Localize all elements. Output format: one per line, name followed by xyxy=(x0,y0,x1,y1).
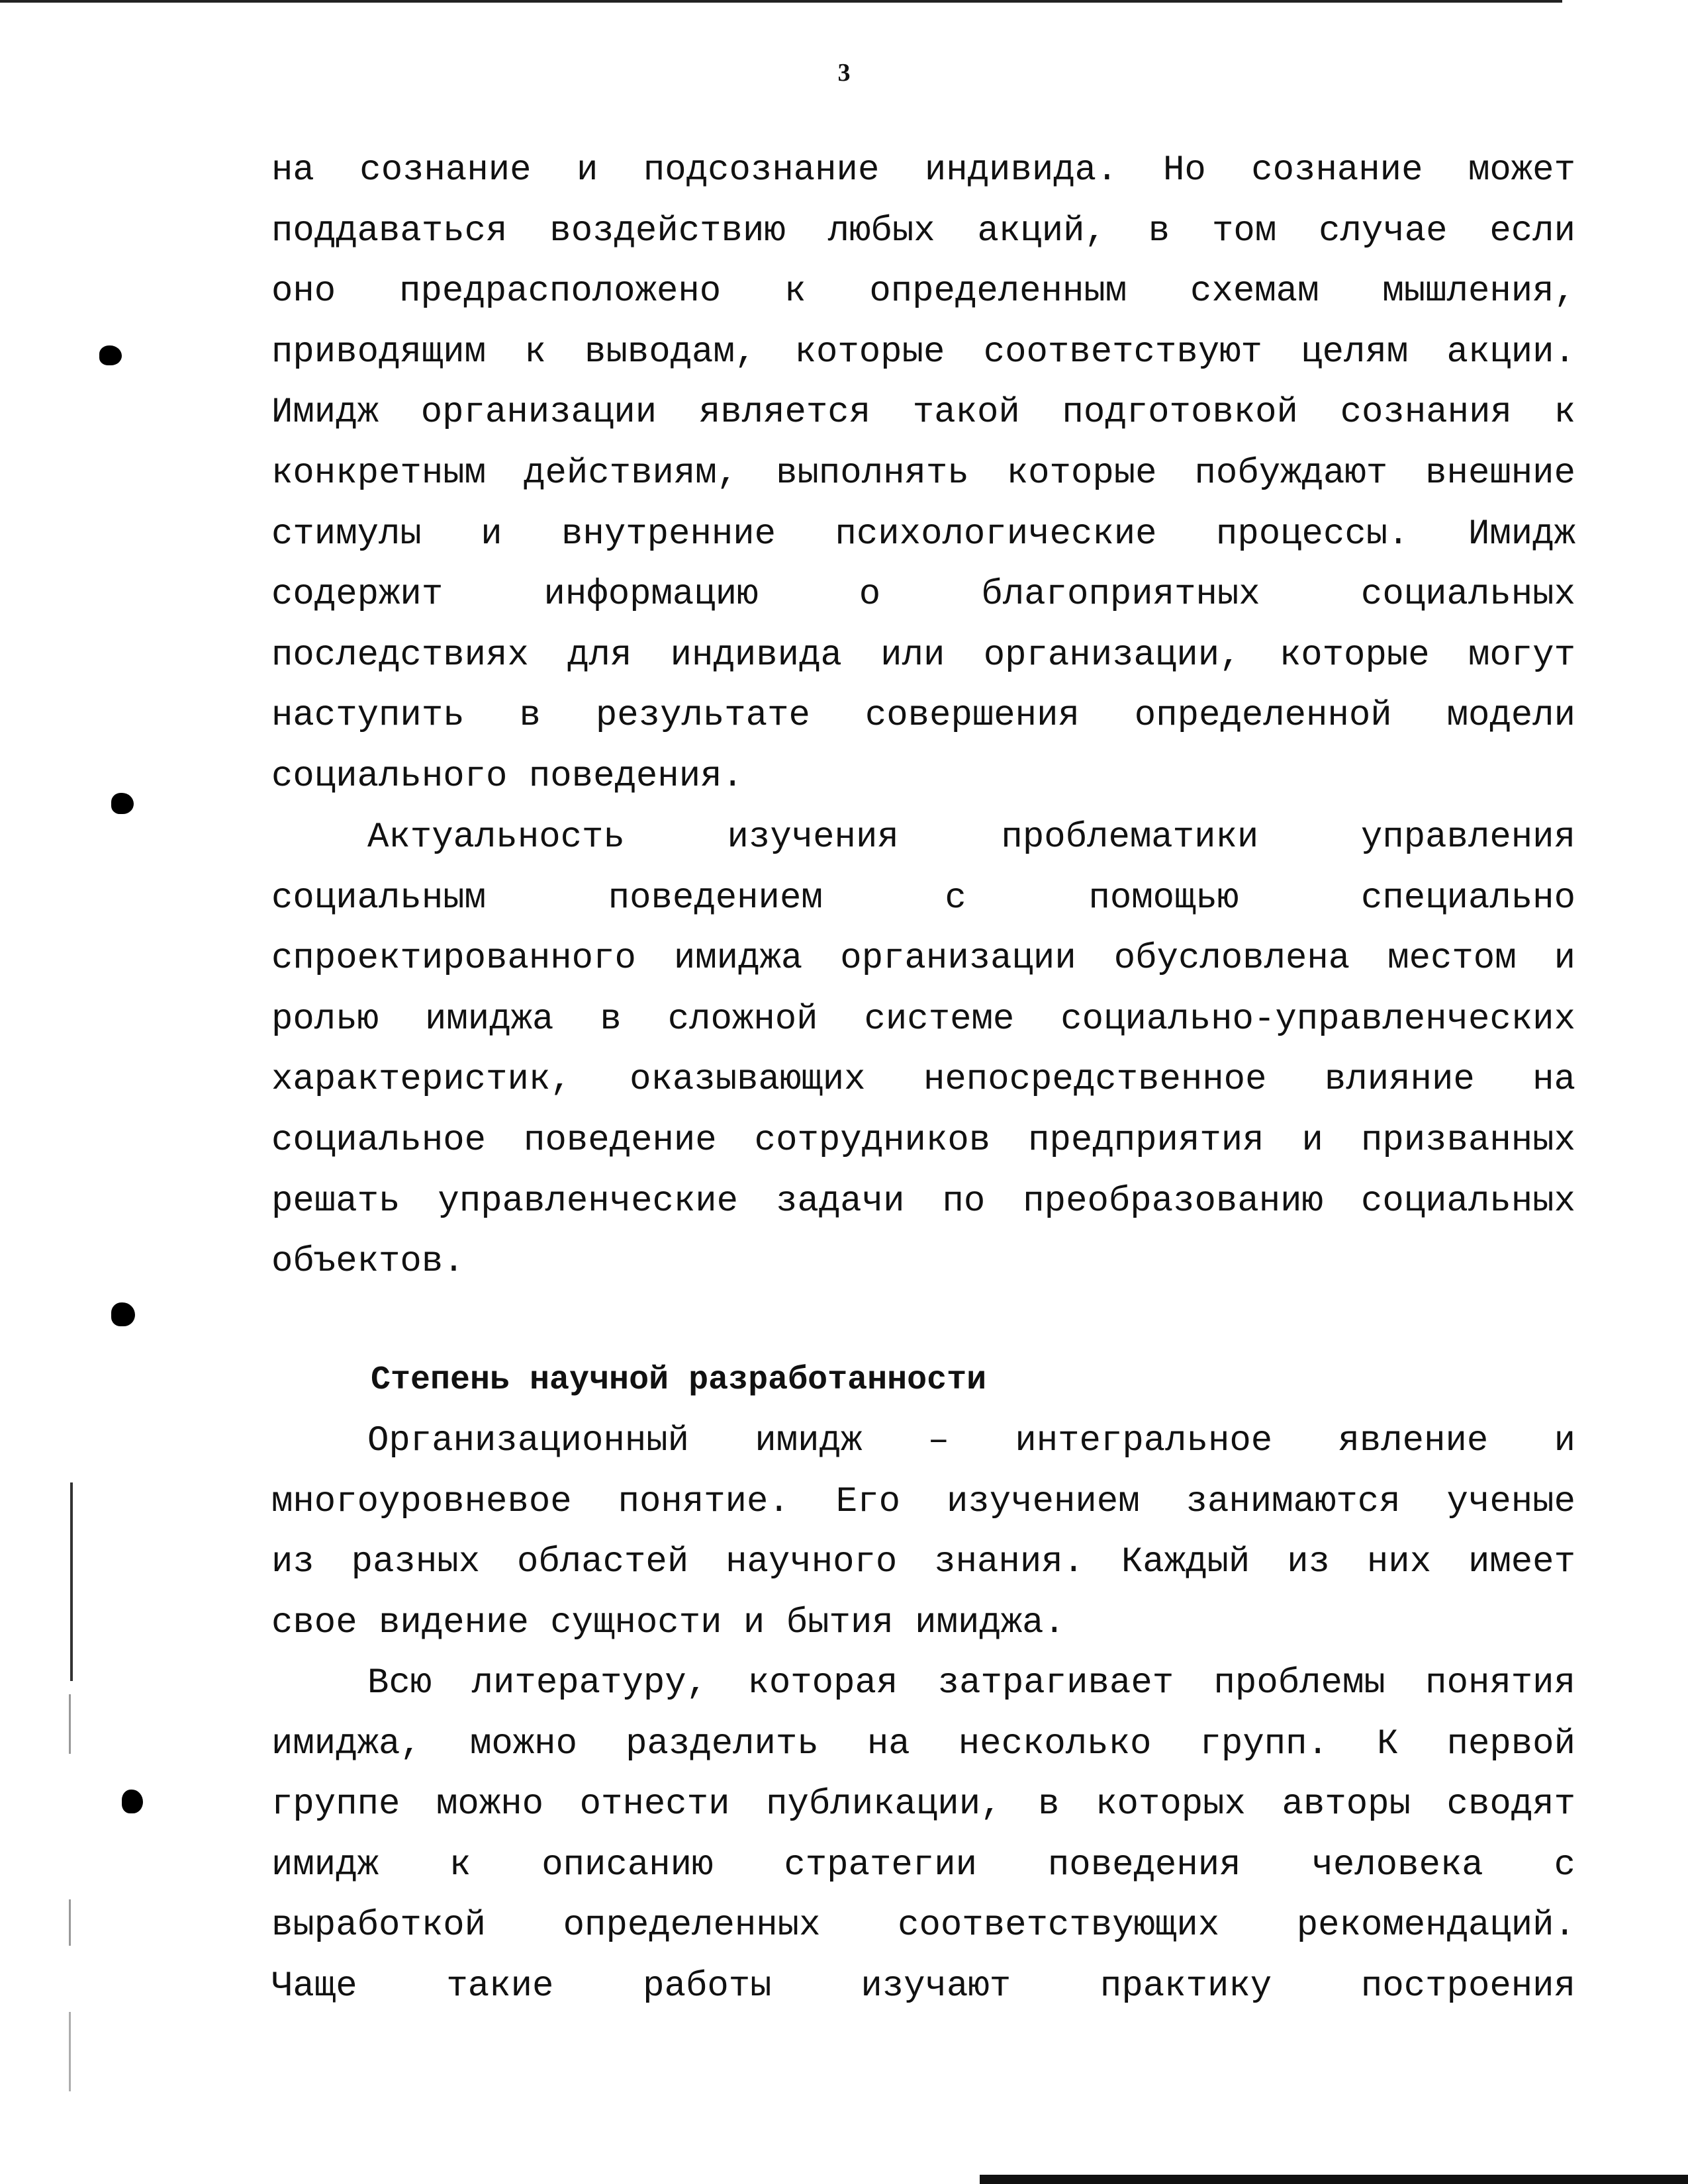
scan-edge-streak xyxy=(69,1694,71,1754)
text-line: из разных областей научного знания. Каждый из них имеет xyxy=(271,1542,1575,1583)
text-line: имидж к описанию стратегии поведения человека с xyxy=(271,1844,1575,1886)
section-heading: Степень научной разработанности xyxy=(371,1361,987,1399)
text-line: оно предрасположено к определенным схемам мышления, xyxy=(271,271,1575,312)
text-line: конкретным действиям, выполнять которые побуждают внешние xyxy=(271,453,1575,494)
binder-hole-mark xyxy=(111,793,134,814)
text-line: Организационный имидж – интегральное явление и xyxy=(367,1421,1575,1461)
paragraph-4 xyxy=(271,1653,1575,2017)
text-line: спроектированного имиджа организации обусловлена местом и xyxy=(271,938,1575,979)
page-number: 3 xyxy=(837,59,851,87)
text-line: характеристик, оказывающих непосредственное влияние на xyxy=(271,1060,1575,1101)
text-line: Чаще такие работы изучают практику построения xyxy=(271,1966,1575,2007)
text-line: содержит информацию о благоприятных социальных xyxy=(271,574,1575,615)
text-line: стимулы и внутренние психологические процессы. Имидж xyxy=(271,514,1575,555)
text-line: социальное поведение сотрудников предприятия и призванных xyxy=(271,1120,1575,1161)
scan-edge-streak xyxy=(70,1482,73,1681)
text-line: имиджа, можно разделить на несколько групп. К первой xyxy=(271,1723,1575,1764)
text-line: поддаваться воздействию любых акций, в том случае если xyxy=(271,210,1575,251)
text-line: Имидж организации является такой подготовкой сознания к xyxy=(271,392,1575,433)
text-line: последствиях для индивида или организации, которые могут xyxy=(271,635,1575,676)
paragraph-1 xyxy=(271,140,1575,807)
text-line: на сознание и подсознание индивида. Но сознание может xyxy=(271,150,1575,191)
text-line: группе можно отнести публикации, в которых авторы сводят xyxy=(271,1784,1575,1825)
binder-hole-mark xyxy=(122,1790,143,1813)
text-line: многоуровневое понятие. Его изучением занимаются ученые xyxy=(271,1481,1575,1522)
text-line: социального поведения. xyxy=(271,756,743,797)
text-line: приводящим к выводам, которые соответствуют целям акции. xyxy=(271,332,1575,373)
bottom-scan-border xyxy=(980,2175,1688,2184)
scan-edge-streak xyxy=(69,2012,71,2091)
text-line: социальным поведением с помощью специально xyxy=(271,878,1575,919)
paragraph-2 xyxy=(271,807,1575,1293)
text-line: выработкой определенных соответствующих рекомендаций. xyxy=(271,1905,1575,1946)
binder-hole-mark xyxy=(99,345,122,365)
text-line: наступить в результате совершения определенной модели xyxy=(271,696,1575,737)
binder-hole-mark xyxy=(111,1302,135,1326)
text-line: свое видение сущности и бытия имиджа. xyxy=(271,1602,1065,1643)
top-scan-border xyxy=(0,0,1562,3)
paragraph-3 xyxy=(271,1411,1575,1653)
text-line: Всю литературу, которая затрагивает проблемы понятия xyxy=(367,1663,1575,1704)
text-line: решать управленческие задачи по преобразованию социальных xyxy=(271,1181,1575,1222)
text-line: Актуальность изучения проблематики управления xyxy=(367,817,1575,858)
scan-edge-streak xyxy=(69,1899,71,1946)
text-line: объектов. xyxy=(271,1242,465,1283)
text-line: ролью имиджа в сложной системе социально-управленческих xyxy=(271,999,1575,1040)
